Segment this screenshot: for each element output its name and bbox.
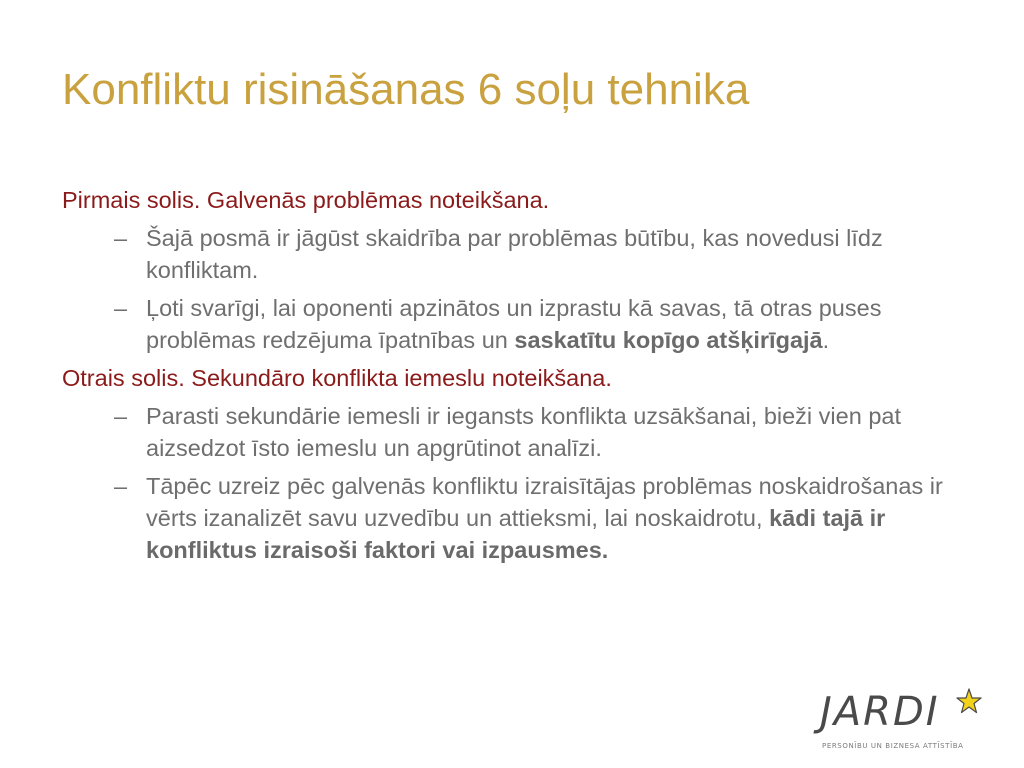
bullet-dash: – bbox=[114, 473, 128, 499]
bullet-dash: – bbox=[114, 225, 128, 251]
bullet-emphasis: kādi tajā ir konfliktus izraisoši faktori vai izpausmes. bbox=[146, 505, 886, 563]
slide-content bbox=[62, 184, 982, 572]
bullet-dash: – bbox=[114, 403, 128, 429]
bullet-2-2 bbox=[62, 470, 982, 566]
bullet-text: Tāpēc uzreiz pēc galvenās konfliktu izraisītājas problēmas noskaidrošanas ir vērts izanalizēt savu uzvedību un attieksmi, lai noskaidrotu, bbox=[146, 473, 943, 531]
bullet-2-1 bbox=[62, 400, 982, 464]
star-icon bbox=[956, 688, 982, 714]
logo-tagline: PERSONĪBU UN BIZNESA ATTĪSTĪBA bbox=[822, 742, 964, 750]
bullet-1-2 bbox=[62, 292, 982, 356]
bullet-1-1 bbox=[62, 222, 982, 286]
bullet-text: Parasti sekundārie iemesli ir iegansts konflikta uzsākšanai, bieži vien pat aizsedzot īsto iemeslu un apgrūtinot analīzi. bbox=[146, 403, 901, 461]
slide-title: Konfliktu risināšanas 6 soļu tehnika bbox=[62, 65, 750, 114]
step-heading-1: Pirmais solis. Galvenās problēmas noteikšana. bbox=[62, 187, 550, 213]
bullet-text-end: . bbox=[822, 327, 830, 353]
bullet-dash: – bbox=[114, 295, 128, 321]
bullet-emphasis: saskatītu kopīgo atšķirīgajā bbox=[514, 327, 823, 353]
bullet-text: Šajā posmā ir jāgūst skaidrība par problēmas būtību, kas novedusi līdz konfliktam. bbox=[146, 225, 883, 283]
step-heading-2: Otrais solis. Sekundāro konflikta iemeslu noteikšana. bbox=[62, 365, 612, 391]
jardi-logo bbox=[818, 688, 988, 758]
logo-wordmark: JARDI bbox=[820, 689, 940, 735]
bullet-text: Ļoti svarīgi, lai oponenti apzinātos un izprastu kā savas, tā otras puses problēmas redzējuma īpatnības un bbox=[146, 295, 882, 353]
